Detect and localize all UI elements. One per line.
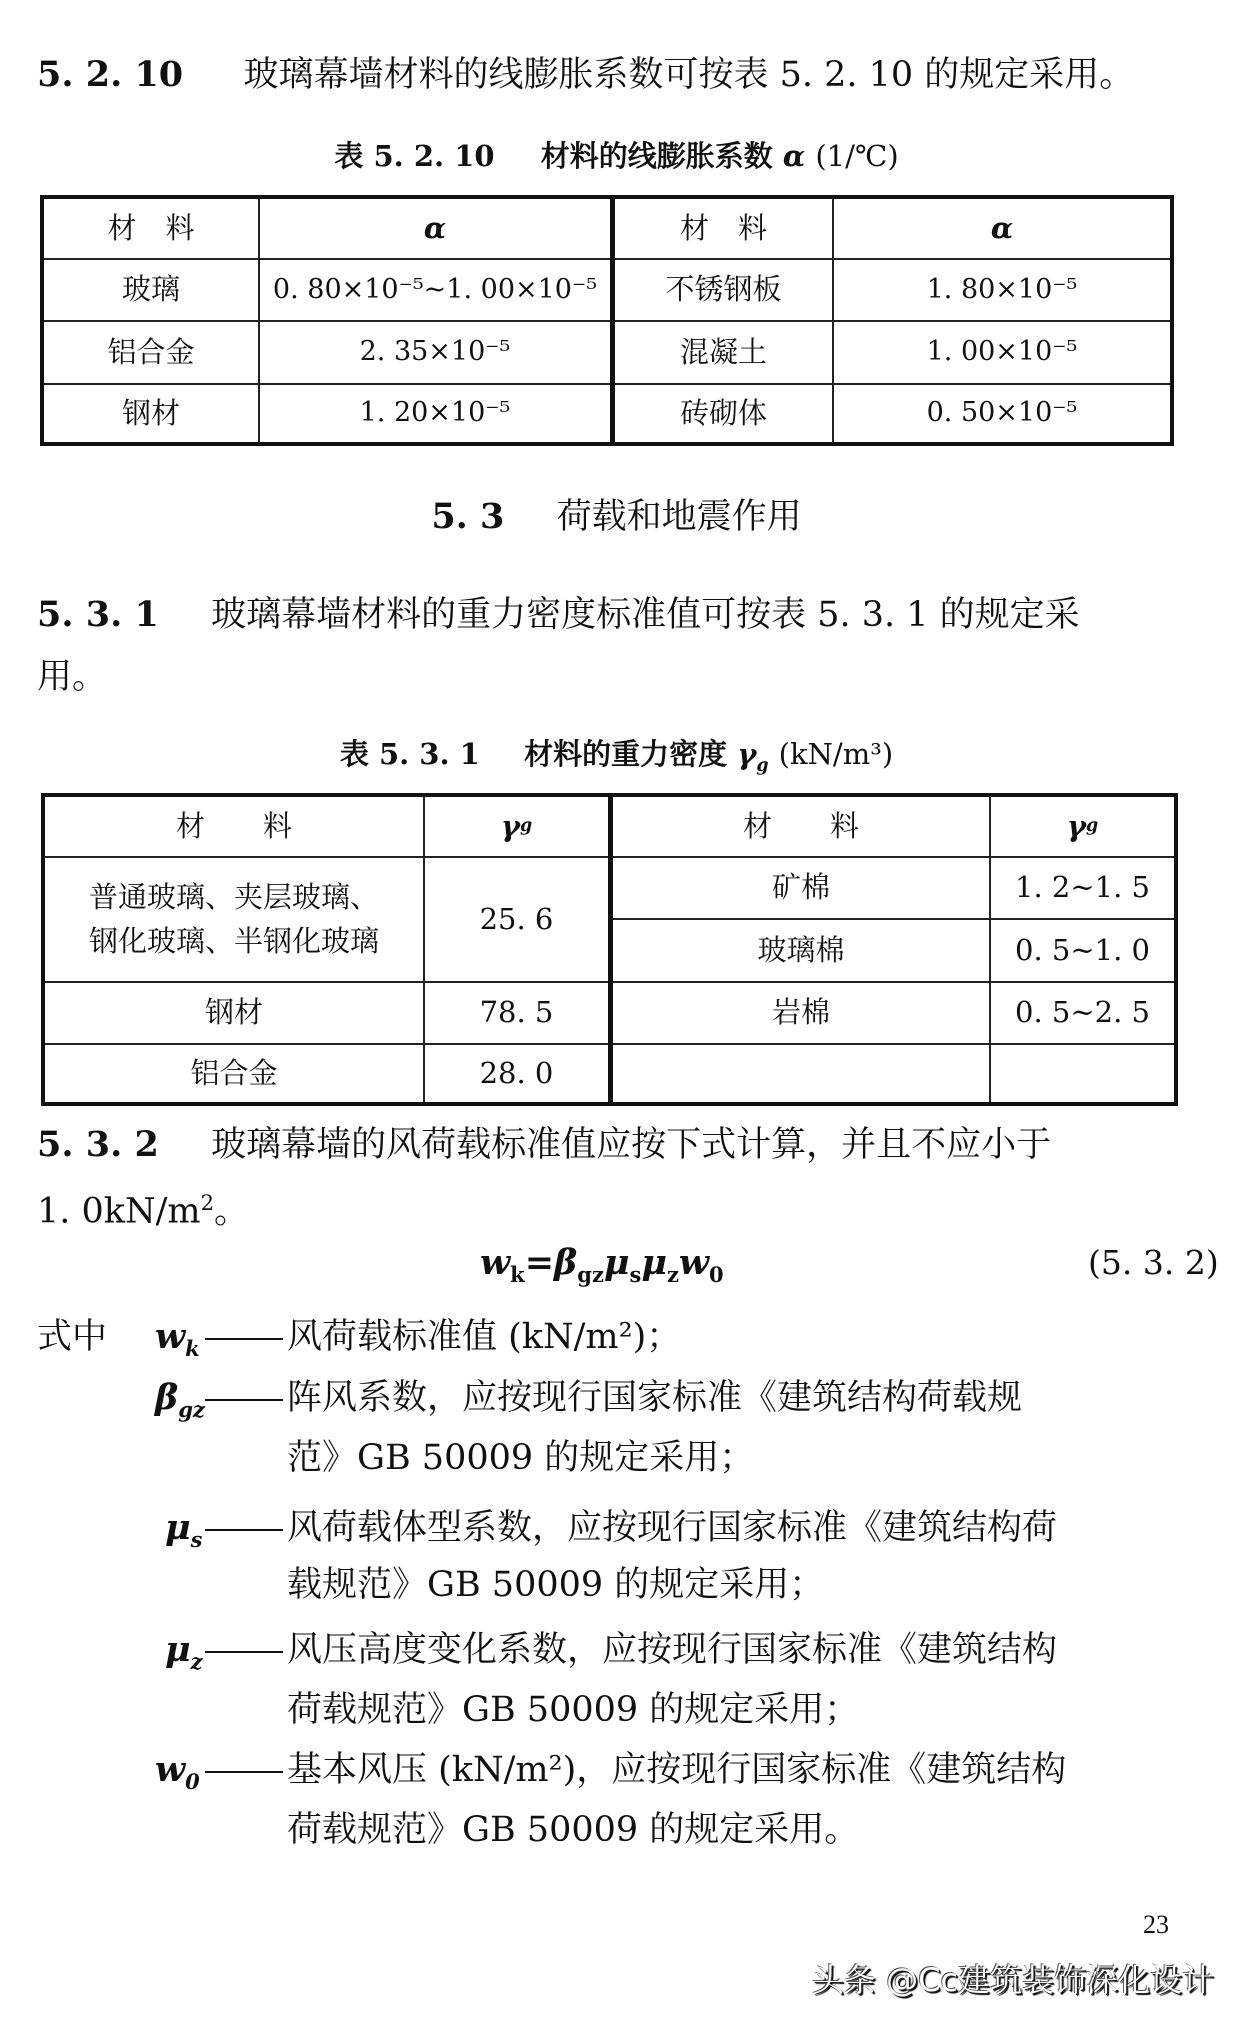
- header-material: 材 料: [107, 210, 195, 245]
- clause-number: 5. 3. 2: [37, 1124, 159, 1165]
- cell-value: 1. 20×10⁻⁵: [359, 397, 511, 429]
- section-number: 5. 3: [431, 496, 505, 537]
- definition-mu-s-line1: 风荷载体型系数，应按现行国家标准《建筑结构荷: [287, 1508, 1058, 1548]
- table-title-text: 材料的线膨胀系数: [540, 139, 773, 173]
- header-gamma: γ g: [500, 808, 533, 843]
- clause-5-3-1-line2: [37, 647, 107, 707]
- symbol-mu-s: $\mu_s$: [165, 1507, 203, 1552]
- cell-value: 25. 6: [479, 901, 554, 936]
- section-title: 荷载和地震作用: [556, 497, 802, 537]
- table-title-prefix: 表 5. 2. 10: [334, 139, 495, 173]
- header-alpha: α: [423, 210, 447, 245]
- cell-material: 铝合金: [107, 334, 195, 369]
- cell-material: 矿棉: [771, 870, 830, 905]
- clause-5-3-1-line1: [37, 585, 1080, 645]
- cell-value: 1. 2~1. 5: [1015, 870, 1150, 905]
- formula-number: (5. 3. 2): [1088, 1243, 1219, 1282]
- clause-number: 5. 2. 10: [37, 54, 184, 95]
- em-dash: [205, 1338, 283, 1340]
- definition-mu-z-line2: 荷载规范》GB 50009 的规定采用；: [287, 1690, 860, 1730]
- cell-value: 0. 80×10⁻⁵~1. 00×10⁻⁵: [272, 273, 598, 305]
- formula: $w_k=\beta_{gz}\mu_s\mu_zw_0$: [480, 1242, 724, 1287]
- cell-material: 玻璃: [121, 272, 180, 307]
- header-material: 材 料: [742, 808, 859, 843]
- clause-number: 5. 3. 1: [37, 594, 159, 635]
- symbol-wk: $w_k$: [155, 1316, 200, 1361]
- symbol-mu-z: $\mu_z$: [165, 1629, 203, 1674]
- header-alpha: α: [990, 210, 1014, 245]
- cell-value-empty: [991, 1045, 1174, 1102]
- watermark: 头条 @Cc建筑装饰深化设计: [812, 1961, 1215, 1999]
- clause-text: 玻璃幕墙的风荷载标准值应按下式计算，并且不应小于: [211, 1125, 1052, 1165]
- cell-material-empty: [613, 1045, 989, 1102]
- table-5-3-1-title: [0, 724, 1233, 784]
- clause-text: 玻璃幕墙材料的线膨胀系数可按表 5. 2. 10 的规定采用。: [243, 55, 1135, 95]
- symbol-beta-gz: $\beta_{gz}$: [155, 1377, 205, 1422]
- header-gamma: γ g: [1066, 808, 1099, 843]
- symbol-w0: $w_0$: [155, 1749, 200, 1794]
- cell-value: 78. 5: [479, 995, 554, 1030]
- em-dash: [205, 1771, 283, 1773]
- where-label: 式中: [37, 1317, 108, 1357]
- em-dash: [205, 1651, 283, 1653]
- table-title-unit: (kN/m³): [778, 737, 894, 771]
- table-5-3-1: [41, 793, 1178, 1106]
- cell-value: 0. 5~2. 5: [1015, 995, 1150, 1030]
- cell-material: 不锈钢板: [665, 272, 782, 307]
- clause-text: 玻璃幕墙材料的重力密度标准值可按表 5. 3. 1 的规定采: [211, 595, 1080, 635]
- table-title-unit: (1/℃): [815, 139, 899, 173]
- header-material: 材 料: [679, 210, 767, 245]
- table-title-symbol: α: [782, 139, 806, 173]
- definition-w0-line1: 基本风压 (kN/m²)，应按现行国家标准《建筑结构: [287, 1750, 1067, 1790]
- table-title-text: 材料的重力密度: [524, 737, 728, 771]
- table-title-prefix: 表 5. 3. 1: [339, 737, 480, 771]
- definition-mu-z-line1: 风压高度变化系数，应按现行国家标准《建筑结构: [287, 1630, 1058, 1670]
- clause-5-3-2-line1: [37, 1115, 1051, 1175]
- em-dash: [205, 1529, 283, 1531]
- cell-value: 1. 80×10⁻⁵: [926, 273, 1078, 305]
- cell-material: 混凝土: [679, 334, 767, 369]
- definition-mu-s-line2: 载规范》GB 50009 的规定采用；: [287, 1565, 825, 1605]
- cell-material: 普通玻璃、夹层玻璃、 钢化玻璃、半钢化玻璃: [88, 880, 379, 958]
- cell-material: 铝合金: [190, 1055, 278, 1090]
- definition-beta-gz-line2: 范》GB 50009 的规定采用；: [287, 1438, 755, 1478]
- em-dash: [205, 1399, 283, 1401]
- table-5-2-10-title: [0, 126, 1233, 186]
- definition-beta-gz-line1: 阵风系数，应按现行国家标准《建筑结构荷载规: [287, 1378, 1023, 1418]
- cell-material: 砖砌体: [679, 395, 767, 430]
- cell-value: 0. 50×10⁻⁵: [926, 397, 1078, 429]
- clause-5-2-10: [37, 45, 1134, 105]
- cell-material: 钢材: [204, 995, 263, 1030]
- clause-5-3-2-line2: 1. $0kN/m^2$。: [37, 1191, 249, 1232]
- table-title-symbol: $\gamma_g$: [737, 737, 769, 776]
- definition-w0-line2: 荷载规范》GB 50009 的规定采用。: [287, 1810, 860, 1850]
- section-5-3-heading: [0, 487, 1233, 547]
- cell-value: 0. 5~1. 0: [1015, 932, 1150, 967]
- header-material: 材 料: [175, 808, 292, 843]
- cell-material: 钢材: [121, 395, 180, 430]
- cell-value: 28. 0: [479, 1055, 554, 1090]
- cell-value: 2. 35×10⁻⁵: [359, 336, 511, 368]
- table-5-2-10: [40, 195, 1174, 446]
- definition-wk: 风荷载标准值 (kN/m²)；: [287, 1317, 682, 1357]
- clause-text-continued: 用。: [37, 657, 108, 697]
- cell-material: 岩棉: [771, 995, 830, 1030]
- cell-material: 玻璃棉: [757, 932, 845, 967]
- page-number: 23: [1143, 1910, 1169, 1939]
- cell-value: 1. 00×10⁻⁵: [926, 336, 1078, 368]
